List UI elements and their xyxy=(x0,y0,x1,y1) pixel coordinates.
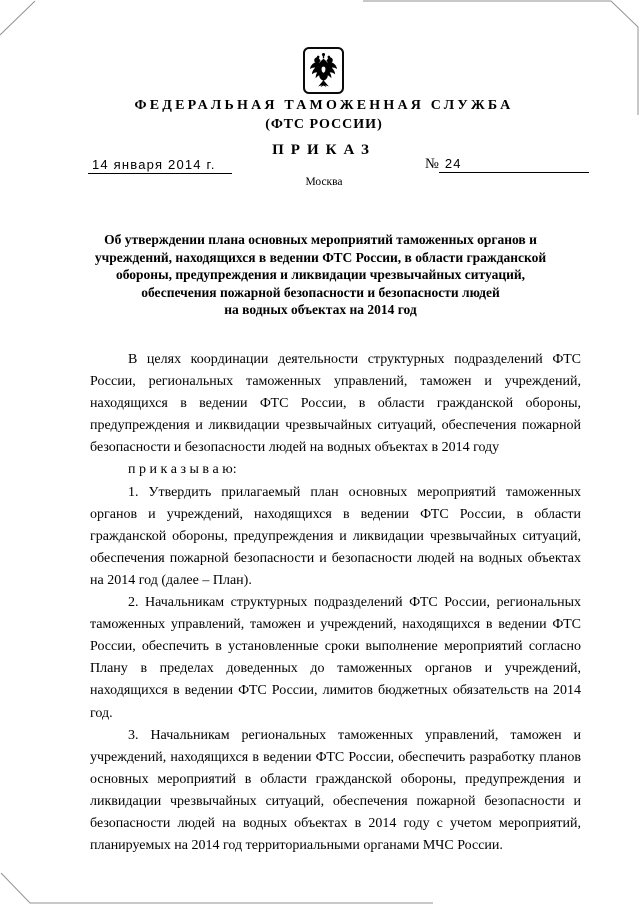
decree-word: п р и к а з ы в а ю: xyxy=(128,462,237,478)
document-title xyxy=(72,231,569,319)
title-line: Об утверждении плана основных мероприятий таможенных органов и xyxy=(104,232,537,247)
double-headed-eagle-icon xyxy=(308,52,339,89)
document-type-heading: ПРИКАЗ xyxy=(272,142,376,158)
agency-short-name: (ФТС РОССИИ) xyxy=(265,117,383,132)
title-line: обороны, предупреждения и ликвидации чрезвычайных ситуаций, xyxy=(115,267,526,283)
document-number: 24 xyxy=(439,156,589,173)
document-number-block xyxy=(425,156,589,173)
order-item-1: 1. Утвердить прилагаемый план основных мероприятий таможенных органов и учреждений, находящихся в ведении ФТС России, в области гражданской обороны, предупреждения и ликвидации чрезвычайных ситуаций, обеспечения пожарной безопасности и безопасности людей на водных объектах на 2014 год (далее – План). xyxy=(90,484,581,588)
document-date-block xyxy=(88,157,232,174)
document-date: 14 января 2014 г. xyxy=(88,157,232,174)
order-item-3: 3. Начальникам региональных таможенных управлений, таможен и учреждений, находящихся в ведении ФТС России, обеспечить разработку планов основных мероприятий в области гражданской обороны, предупреждения и ликвидации чрезвычайных ситуаций, обеспечения пожарной безопасности и безопасности людей на водных объектах в 2014 году с учетом мероприятий, планируемых на 2014 год территориальными органами МЧС России. xyxy=(90,727,581,854)
title-line: на водных объектах на 2014 год xyxy=(224,302,417,318)
title-line: обеспечения пожарной безопасности и безопасности людей xyxy=(141,284,500,300)
number-sign: № xyxy=(425,156,439,172)
title-line: учреждений, находящихся в ведении ФТС России, в области гражданской xyxy=(94,249,547,265)
document-body xyxy=(90,349,581,857)
coat-of-arms-emblem-box xyxy=(303,47,344,94)
intro-paragraph: В целях координации деятельности структурных подразделений ФТС России, региональных таможенных управлений, таможен и учреждений, находящихся в ведении ФТС России, в области гражданской обороны, предупреждения и ликвидации чрезвычайных ситуаций, обеспечения пожарной безопасности и безопасности людей на водных объектах в 2014 году xyxy=(90,352,581,456)
agency-name: ФЕДЕРАЛЬНАЯ ТАМОЖЕННАЯ СЛУЖБА xyxy=(134,98,514,113)
order-item-2: 2. Начальникам структурных подразделений ФТС России, региональных таможенных управлений, таможен и учреждений, находящихся в ведении ФТС России, обеспечить в установленные сроки выполнение мероприятий согласно Плану в пределах доведенных до таможенных органов и учреждений, находящихся в ведении ФТС России, лимитов бюджетных обязательств на 2014 год. xyxy=(90,595,581,721)
issue-city: Москва xyxy=(305,176,343,188)
